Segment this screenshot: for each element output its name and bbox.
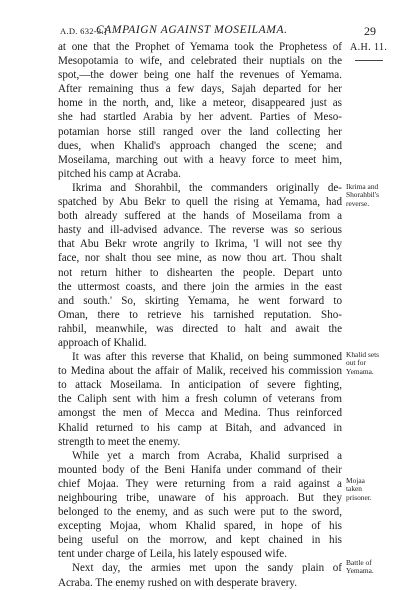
text-line: chief Mojaa. They were returning from a raid against a	[58, 477, 342, 490]
text-line: spatched by Abu Bekr to quell the rising at Yemama, had	[58, 196, 342, 209]
marginal-note-line: Ikrima and	[346, 182, 379, 191]
text-line: Next day, the armies met upon the sandy plain of	[72, 562, 342, 575]
text-line: Mesopotamia to wife, and celebrated their nuptials on the	[58, 55, 342, 68]
paragraph	[58, 449, 342, 562]
text-line: It was after this reverse that Khalid, on being summoned	[72, 351, 342, 364]
text-line: tent under charge of Leila, his lately espoused wife.	[58, 548, 287, 561]
text-line: she had startled Arabia by her advent. Parties of Meso-	[58, 111, 342, 124]
text-line: dues, when Khalid's approach changed the scene; and	[58, 139, 342, 152]
running-header	[60, 24, 376, 40]
text-line: belonged to the enemy, and as such were put to the sword,	[58, 506, 342, 519]
text-line: that Abu Bekr wrote angrily to Ikrima, 'I will not see thy	[58, 238, 342, 251]
text-line: pitched his camp at Acraba.	[58, 167, 181, 180]
marginal-note-line: reverse.	[346, 198, 370, 208]
text-line: to attack Moseilama. In anticipation of severe fighting,	[58, 379, 342, 392]
text-line: and south.' So, skirting Yemama, he went forward to	[58, 294, 342, 307]
text-line: excepting Mojaa, whom Khalid spared, in hope of his	[58, 520, 342, 533]
marginal-note-line: Shorahbil's	[346, 190, 379, 200]
marginal-note-line: prisoner.	[346, 492, 372, 502]
text-line: After remaining thus a few days, Sajah departed for her	[58, 83, 342, 96]
text-line: Khalid returned to his camp at Bitah, and advanced in	[58, 421, 342, 434]
text-line: at one that the Prophet of Yemama took the Prophetess of	[58, 41, 342, 53]
marginal-note-line: Yemama.	[346, 566, 374, 576]
text-line: face, nor shalt thou see mine, as now thou art. Thou shalt	[58, 252, 342, 265]
text-line: both already suffered at the hands of Moseilama from a	[58, 210, 342, 223]
text-line: neighbouring tribe, unaware of his approach. But they	[58, 492, 342, 504]
paragraph	[58, 561, 342, 589]
text-line: While yet a march from Acraba, Khalid surprised a	[72, 449, 342, 462]
paragraph	[58, 40, 342, 181]
header-date-range: A.D. 632-3.]	[60, 26, 108, 36]
marginal-date-rule	[355, 60, 383, 61]
text-line: approach of Khalid.	[58, 336, 147, 349]
paragraph	[58, 181, 342, 350]
marginal-note-line: taken	[346, 484, 363, 494]
text-line: the uttermost coasts, and there join the armies in the east	[58, 280, 342, 293]
text-line: potamian horse still ranged over the land collecting her	[58, 125, 342, 138]
text-line: Moseilama, marching out with a heavy force to meet him,	[58, 153, 342, 166]
marginal-note	[346, 477, 372, 502]
marginal-note	[346, 183, 379, 208]
marginal-note-line: Khalid sets	[346, 350, 380, 359]
marginal-note-line: Yemama.	[346, 366, 374, 376]
paragraph	[58, 350, 342, 449]
text-line: rahbil, meanwhile, was directed to halt and await the	[58, 322, 342, 335]
text-line: hasty and ill-advised advance. The reverse was so serious	[58, 224, 342, 237]
text-line: spot,—the dower being one half the revenues of Yemama.	[58, 69, 342, 82]
marginal-note	[346, 351, 379, 376]
text-line: Oman, there to retrieve his tarnished reputation. Sho-	[58, 308, 342, 321]
body-text	[58, 40, 342, 590]
text-line: amongst the men of Mecca and Medina. Thus reinforced	[58, 407, 342, 420]
marginal-date: A.H. 11.	[350, 42, 388, 53]
text-line: the Caliph sent with him a fresh column of veterans from	[58, 393, 342, 406]
marginal-note-line: out for	[346, 358, 366, 368]
text-line: mounted body of the Beni Hanifa under command of their	[58, 463, 342, 476]
marginal-note-line: Battle of	[346, 558, 372, 567]
marginal-note	[346, 559, 374, 576]
text-line: Ikrima and Shorahbil, the commanders originally de-	[72, 181, 342, 194]
text-line: home in the north, and, like a meteor, disappeared just as	[58, 97, 342, 110]
header-title: CAMPAIGN AGAINST MOSEILAMA.	[96, 24, 288, 36]
text-line: being useful on the morrow, and kept chained in his	[58, 534, 342, 547]
marginal-note-line: Mojaa	[346, 476, 365, 485]
page-number: 29	[364, 24, 376, 38]
text-line: not return hither to dishearten the people. Depart unto	[58, 266, 342, 279]
text-line: to Medina about the affair of Malik, received his commission	[58, 365, 342, 378]
text-line: strength to meet the enemy.	[58, 435, 181, 448]
text-line: Acraba. The enemy rushed on with desperate bravery.	[58, 576, 298, 589]
